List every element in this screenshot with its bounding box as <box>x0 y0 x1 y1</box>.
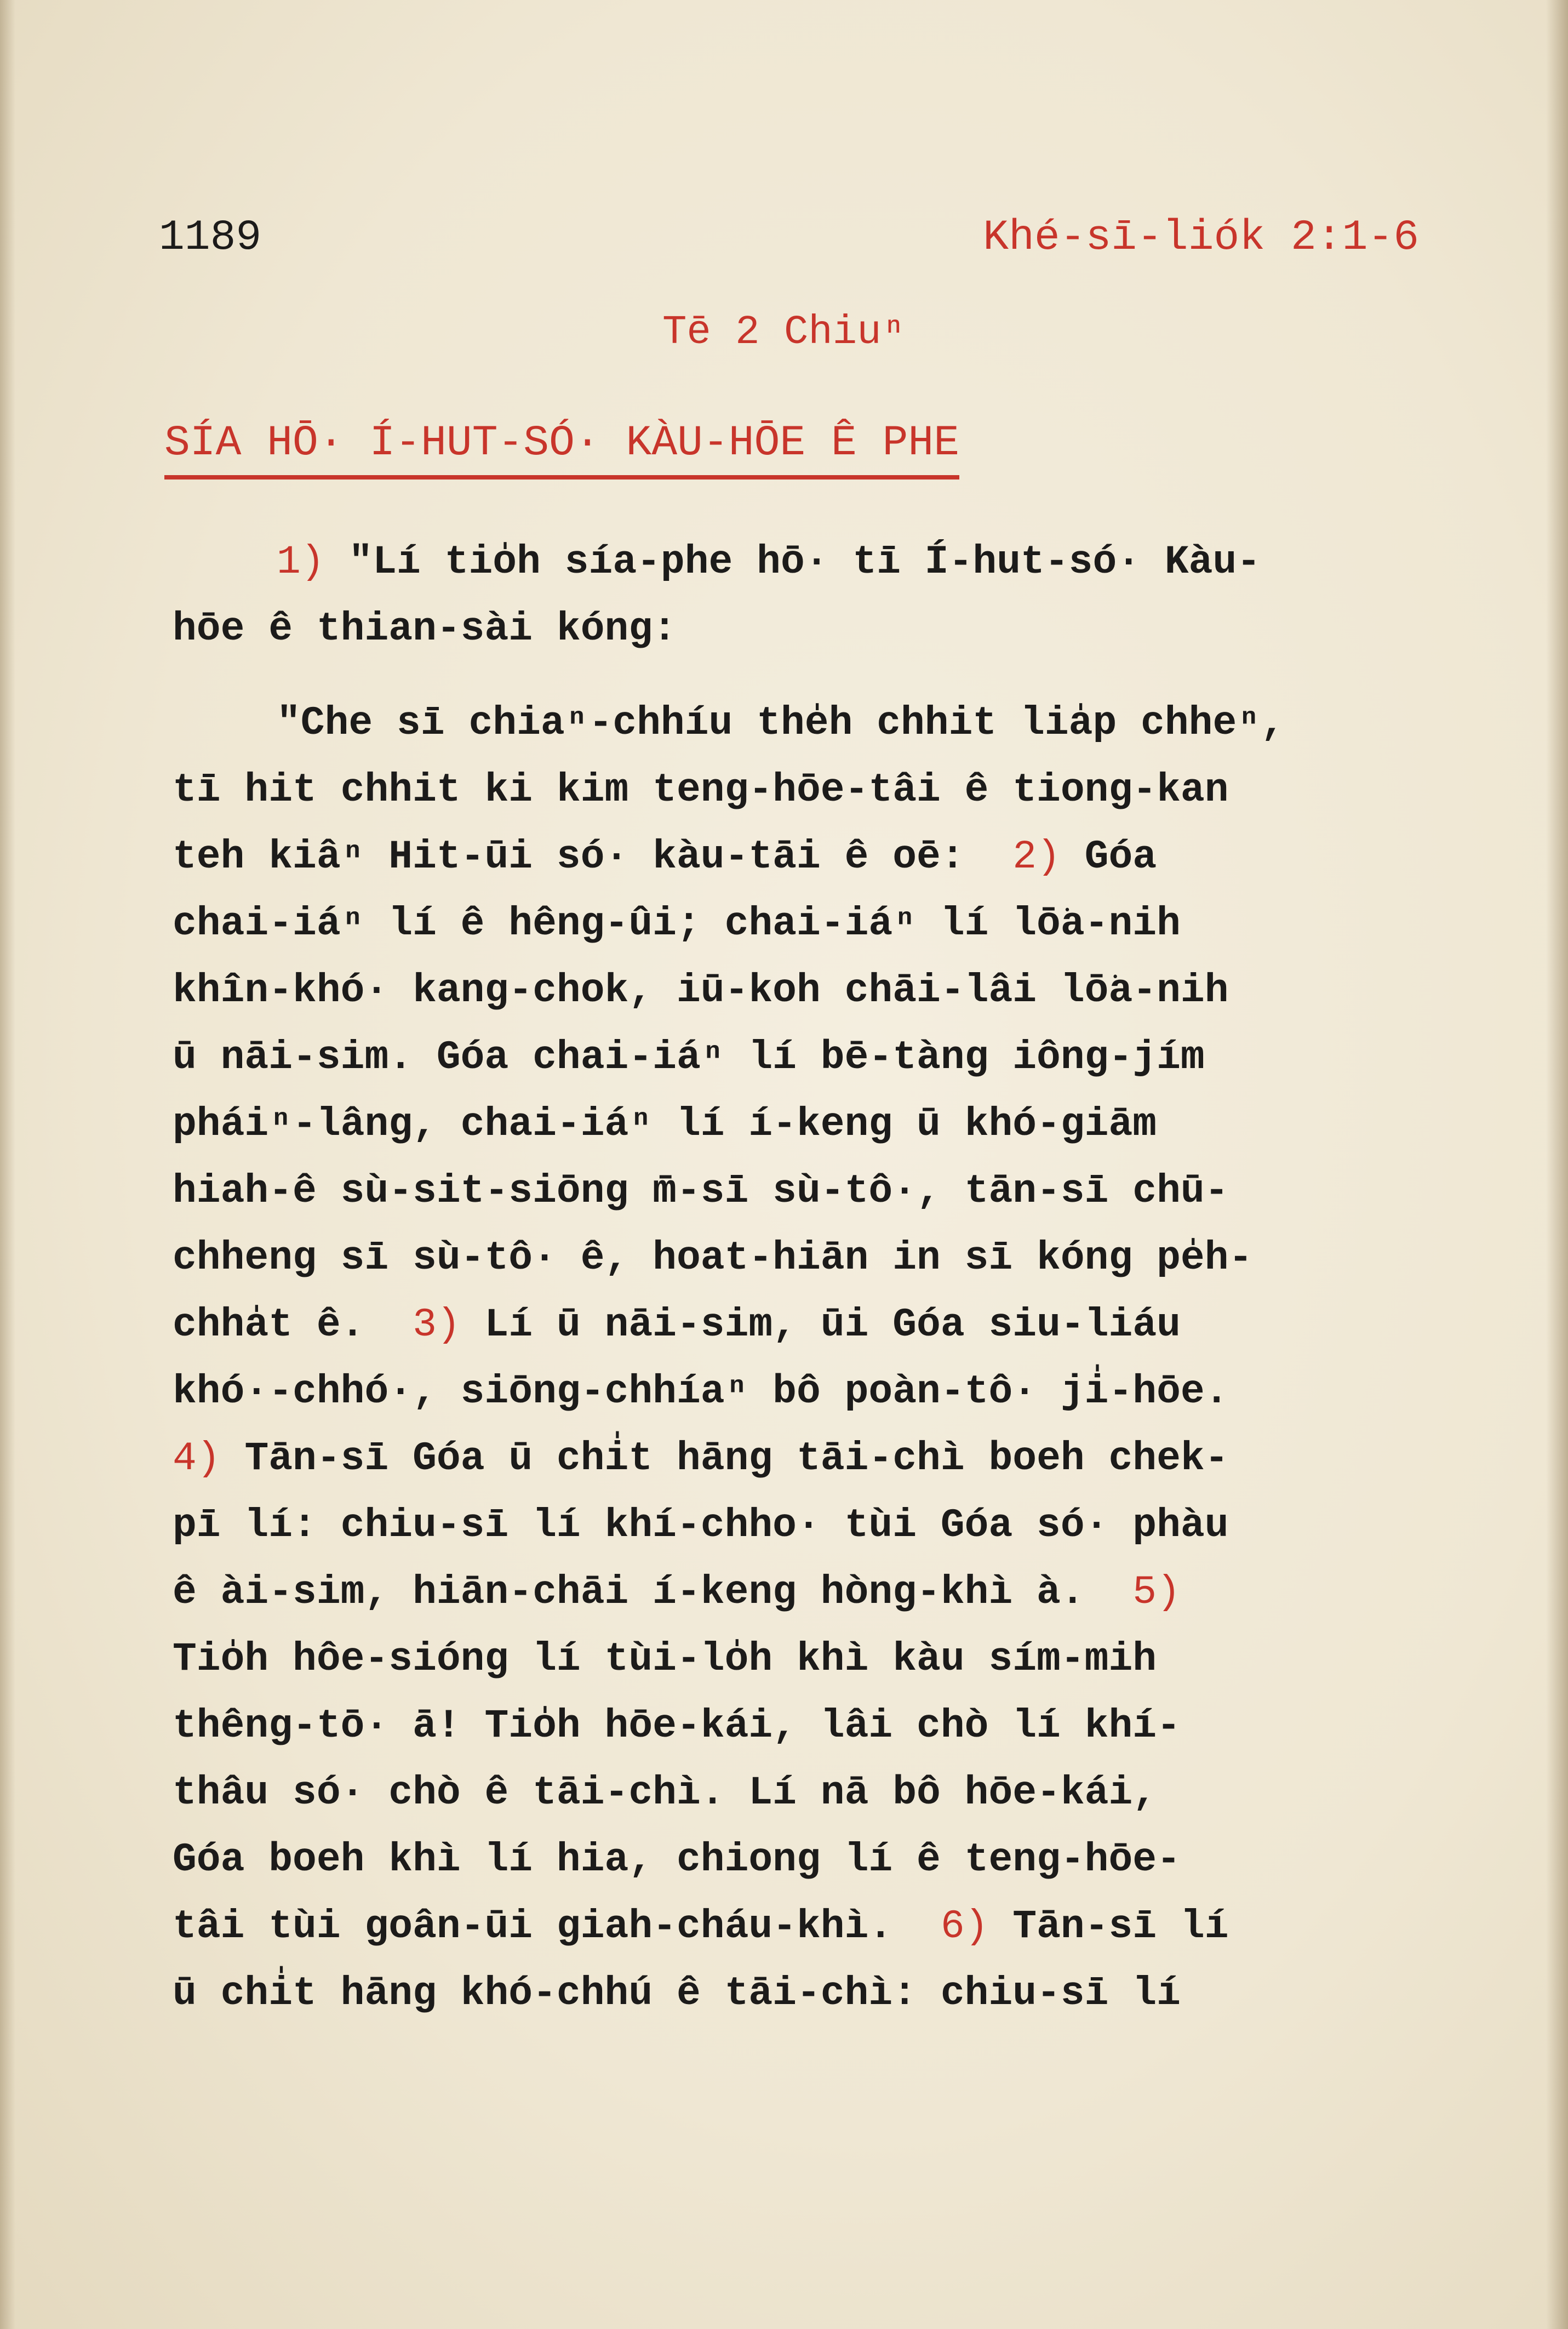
verse-number: 3) <box>413 1302 461 1348</box>
body-text <box>173 529 1433 2027</box>
page-header <box>159 214 1419 274</box>
section-title: SÍA HŌ· Í-HUT-SÓ· KÀU-HŌE Ê PHE <box>164 419 959 480</box>
text-line: chha̍t ê. 3) Lí ū nāi-sim, ūi Góa siu-liáu <box>173 1302 1181 1348</box>
text-line: Góa boeh khì lí hia, chiong lí ê teng-hōe- <box>173 1837 1181 1882</box>
text-line: ū chi̍t hāng khó-chhú ê tāi-chì: chiu-sī lí <box>173 1971 1181 2016</box>
text-line: chai-iáⁿ lí ê hêng-ûi; chai-iáⁿ lí lō͘a-nih <box>173 901 1181 946</box>
verse-number: 2) <box>1012 834 1061 880</box>
text-line: tī hit chhit ki kim teng-hōe-tâi ê tiong-kan <box>173 767 1229 813</box>
chapter-label: Tē 2 Chiuⁿ <box>662 310 906 356</box>
text-line: 1) "Lí tio̍h sía-phe hō· tī Í-hut-só· Kàu- <box>277 539 1261 585</box>
text-line: khó·-chhó·, siōng-chhíaⁿ bô poàn-tô· ji̍-hōe. <box>173 1369 1229 1414</box>
text-line: chheng sī sù-tô· ê, hoat-hiān in sī kóng pe̍h- <box>173 1235 1253 1281</box>
text-line: hōe ê thian-sài kóng: <box>173 606 677 652</box>
text-line: pháiⁿ-lâng, chai-iáⁿ lí í-keng ū khó-giām <box>173 1101 1157 1147</box>
text-line: teh kiâⁿ Hit-ūi só· kàu-tāi ê oē: 2) Góa <box>173 834 1157 880</box>
verse-number: 4) <box>173 1436 221 1481</box>
text-line: hiah-ê sù-sit-siōng m̄-sī sù-tô·, tān-sī chū- <box>173 1168 1229 1214</box>
page-number: 1189 <box>159 214 262 262</box>
text-line: Tio̍h hôe-sióng lí tùi-lo̍h khì kàu sím-mih <box>173 1636 1157 1682</box>
text-line: thêng-tō· ā! Tio̍h hōe-kái, lâi chò lí khí- <box>173 1703 1181 1749</box>
text-line: khîn-khó· kang-chok, iū-koh chāi-lâi lō͘a-nih <box>173 968 1229 1013</box>
text-line: ū nāi-sim. Góa chai-iáⁿ lí bē-tàng iông-jím <box>173 1035 1205 1080</box>
running-head: Khé-sī-liók 2:1-6 <box>983 214 1419 262</box>
text-line: "Che sī chiaⁿ-chhíu the̍h chhit lia̍p chheⁿ, <box>277 700 1285 746</box>
verse-number: 1) <box>277 539 325 585</box>
text-line: pī lí: chiu-sī lí khí-chho· tùi Góa só· phàu <box>173 1503 1229 1548</box>
text-line: thâu só· chò ê tāi-chì. Lí nā bô hōe-kái, <box>173 1770 1157 1816</box>
verse-number: 6) <box>940 1904 989 1949</box>
verse-number: 5) <box>1132 1569 1181 1615</box>
text-line: tâi tùi goân-ūi giah-cháu-khì. 6) Tān-sī lí <box>173 1904 1229 1949</box>
text-line: ê ài-sim, hiān-chāi í-keng hòng-khì à. 5) <box>173 1569 1181 1615</box>
text-line: 4) Tān-sī Góa ū chi̍t hāng tāi-chì boeh chek- <box>173 1436 1229 1481</box>
